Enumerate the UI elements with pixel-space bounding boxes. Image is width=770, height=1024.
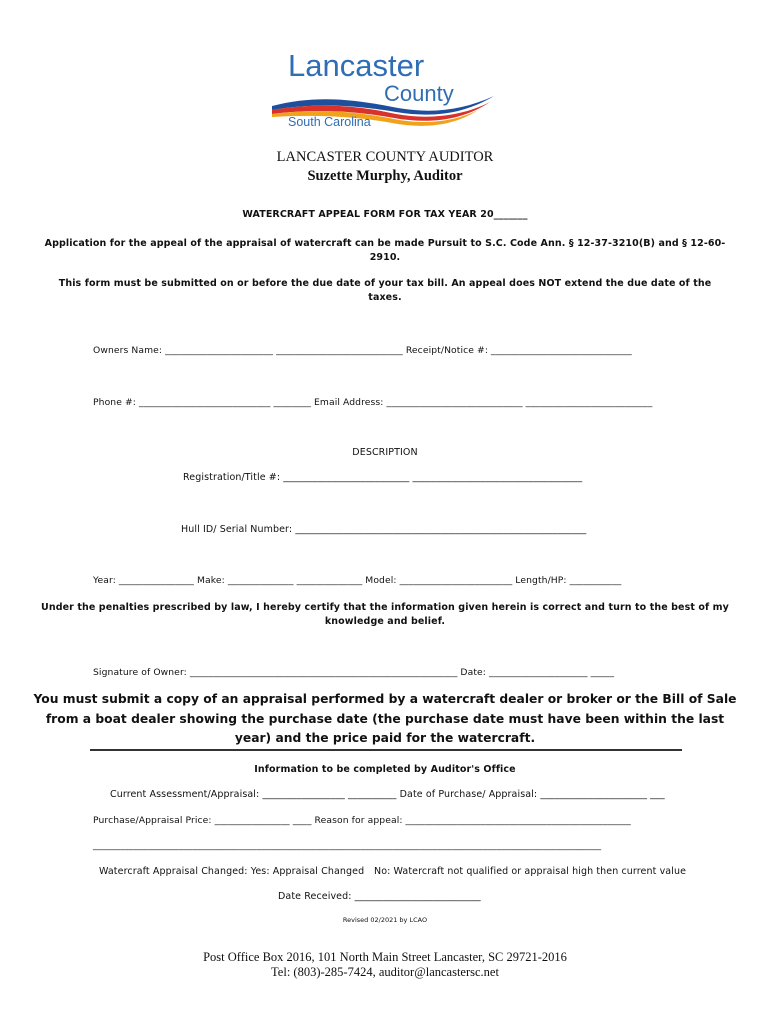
- notice-line-2: taxes.: [368, 292, 402, 303]
- certify-line-2: knowledge and belief.: [324, 616, 446, 627]
- revised-note: Revised 02/2021 by LCAO: [342, 916, 428, 924]
- phone-email-field[interactable]: Phone #: ____________________________ ________ Email Address: _____________________________ ___________________________: [93, 397, 653, 408]
- price-reason-field[interactable]: Purchase/Appraisal Price: ________________ ____ Reason for appeal: ________________________________________________: [93, 815, 631, 826]
- lancaster-county-logo: [268, 44, 498, 134]
- appraisal-line-1: You must submit a copy of an appraisal performed by a watercraft dealer or broker or the Bill of Sale: [33, 692, 737, 706]
- section-divider: [90, 749, 682, 751]
- logo-state: South Carolina: [288, 115, 371, 129]
- vessel-details-field[interactable]: Year: ________________ Make: ______________ ______________ Model: ________________________ Length/HP: ___________: [93, 575, 622, 586]
- changed-yes-option[interactable]: Watercraft Appraisal Changed: Yes: Appraisal Changed: [99, 866, 365, 877]
- auditor-name: Suzette Murphy, Auditor: [307, 168, 463, 184]
- appraisal-line-3: year) and the price paid for the watercraft.: [234, 731, 536, 745]
- footer-contact: Tel: (803)-285-7424, auditor@lancastersc.net: [271, 965, 499, 979]
- registration-field[interactable]: Registration/Title #: __________________________ ___________________________________: [183, 472, 583, 483]
- logo-name: Lancaster: [288, 48, 425, 83]
- office-title: LANCASTER COUNTY AUDITOR: [276, 149, 494, 165]
- appraisal-line-2: from a boat dealer showing the purchase date (the purchase date must have been within the last: [45, 712, 725, 726]
- blank-line[interactable]: ________________________________________________________________________________________________________________: [93, 841, 602, 851]
- logo-county: County: [384, 81, 454, 106]
- office-use-heading: Information to be completed by Auditor's Office: [254, 764, 516, 775]
- changed-no-option[interactable]: No: Watercraft not qualified or appraisal high then current value: [374, 866, 687, 877]
- hull-id-field[interactable]: Hull ID/ Serial Number: ____________________________________________________________: [181, 524, 587, 535]
- intro-line-2: 2910.: [369, 252, 401, 263]
- date-received-field[interactable]: Date Received: __________________________: [278, 891, 481, 902]
- footer-address: Post Office Box 2016, 101 North Main Street Lancaster, SC 29721-2016: [203, 950, 567, 964]
- signature-field[interactable]: Signature of Owner: _________________________________________________________ Date: _____________________ _____: [93, 667, 615, 678]
- notice-line-1: This form must be submitted on or before the due date of your tax bill. An appeal does NOT extend the due date of the: [58, 278, 712, 289]
- logo-graphic: [268, 44, 498, 134]
- certify-line-1: Under the penalties prescribed by law, I hereby certify that the information given herein is correct and turn to the best of my: [41, 602, 729, 613]
- owners-name-field[interactable]: Owners Name: _______________________ ___________________________ Receipt/Notice #: ______________________________: [93, 345, 632, 356]
- description-heading: DESCRIPTION: [352, 447, 418, 458]
- assessment-field[interactable]: Current Assessment/Appraisal: _________________ __________ Date of Purchase/ Appraisal: ______________________ ___: [110, 789, 665, 800]
- form-title: WATERCRAFT APPEAL FORM FOR TAX YEAR 20_______: [242, 209, 528, 220]
- intro-line-1: Application for the appeal of the appraisal of watercraft can be made Pursuit to S.C. Code Ann. § 12-37-3210(B) and § 12-60-: [44, 238, 726, 249]
